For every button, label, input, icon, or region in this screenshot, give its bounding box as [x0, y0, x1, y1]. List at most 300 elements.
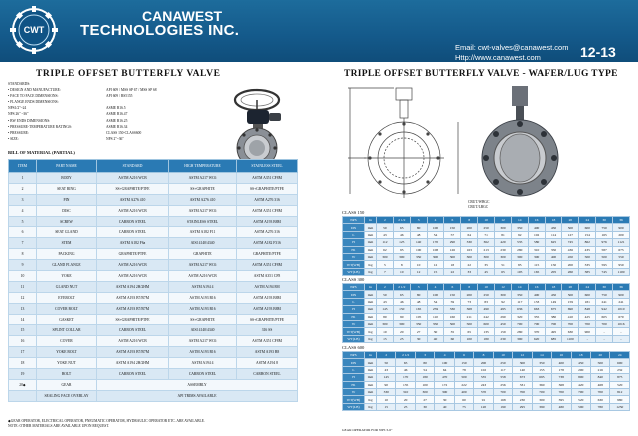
dimension-cell: 14: [511, 217, 528, 224]
dimension-cell: 46: [396, 366, 415, 373]
dimension-cell: 135: [478, 328, 495, 335]
dimension-cell: 65: [393, 291, 410, 298]
dimension-cell: 181: [579, 298, 596, 305]
dimension-row-label: DN: [343, 224, 365, 231]
dimension-cell: mm: [365, 298, 377, 305]
bom-cell: 316 SS: [237, 325, 298, 336]
dimension-cell: 4: [435, 352, 454, 359]
standard-label: NPS 26" ~36": [8, 112, 29, 117]
bom-cell: GEAR: [37, 379, 97, 390]
dimension-cell: 700: [596, 320, 613, 327]
dimension-cell: 848: [579, 306, 596, 313]
dimension-cell: 300: [427, 253, 444, 260]
dimension-row-label: L: [343, 298, 365, 305]
bom-cell: ASTM A194 8M: [237, 281, 298, 292]
dimension-cell: 114: [545, 231, 562, 238]
bom-notes: [8, 419, 308, 429]
dimension-cell: 91: [474, 396, 493, 403]
bom-cell: CARBON STEEL: [97, 227, 169, 238]
bom-cell: 15: [9, 325, 37, 336]
bom-cell: ASTM A193 B16: [169, 303, 237, 314]
page-number: 12-13: [580, 44, 616, 60]
dimension-cell: 700: [562, 320, 579, 327]
bom-header-cell: HIGH TEMPERATURE: [169, 160, 237, 173]
dimension-cell: 150: [545, 261, 562, 268]
dimension-cell: 24: [579, 217, 596, 224]
dimension-cell: 7: [377, 268, 394, 275]
dimension-row: [343, 224, 630, 231]
bom-cell: ASTM A216 WCB: [169, 271, 237, 282]
bom-header-cell: ITEM: [9, 160, 37, 173]
bom-cell: 10: [9, 271, 37, 282]
dimension-cell: 300: [513, 359, 532, 366]
standard-label: • SIZE:: [8, 136, 19, 141]
dimension-cell: 495: [495, 306, 512, 313]
dimension-cell: 80: [415, 359, 434, 366]
dimension-cell: 570: [474, 388, 493, 395]
dimension-cell: 18: [545, 284, 562, 291]
dimension-cell: 54: [427, 231, 444, 238]
dimension-cell: 745: [596, 268, 613, 275]
contact-email[interactable]: Email: cwt-valves@canawest.com: [455, 43, 569, 52]
bom-cell: ASTM A351 CF8M: [237, 260, 298, 271]
contact-website[interactable]: Http://www.canawest.com: [455, 53, 541, 62]
dimension-cell: 30: [596, 217, 613, 224]
dimension-cell: 180: [478, 335, 495, 342]
dimension-cell: 154: [579, 231, 596, 238]
dimension-cell: 20: [393, 328, 410, 335]
dimension-cell: 500: [562, 224, 579, 231]
bom-cell: 13: [9, 303, 37, 314]
dimension-row: [343, 374, 630, 381]
dimension-cell: 150: [444, 224, 461, 231]
dimension-row-label: H1: [343, 381, 365, 388]
bom-cell: ASTM A216 WCB: [97, 336, 169, 347]
dimension-cell: in: [365, 352, 377, 359]
dimension-cell: 630: [590, 396, 609, 403]
dimension-cell: mm: [365, 246, 377, 253]
dimension-cell: 90: [377, 381, 396, 388]
dimension-cell: 900: [579, 328, 596, 335]
dimension-cell: 33: [461, 268, 478, 275]
dimension-cell: 5: [377, 261, 394, 268]
dimension-cell: 500: [562, 291, 579, 298]
dimension-cell: 20: [396, 396, 415, 403]
dimension-cell: 135: [396, 381, 415, 388]
dimension-cell: 242: [478, 313, 495, 320]
dimension-cell: 20: [562, 217, 579, 224]
dimension-cell: 400: [545, 253, 562, 260]
dimension-cell: 685: [545, 335, 562, 342]
dimension-cell: 83: [478, 298, 495, 305]
dimension-cell: 362: [478, 239, 495, 246]
dimension-cell: 690: [562, 306, 579, 313]
dimension-cell: 1121: [613, 239, 630, 246]
bom-cell: CARBON STEEL: [237, 369, 298, 380]
dimension-cell: 40: [435, 403, 454, 410]
dimension-cell: 840: [590, 374, 609, 381]
dimension-cell: 2 1/2: [393, 217, 410, 224]
bom-cell: ASTM A193 B8: [237, 347, 298, 358]
dimension-cell: 950: [613, 261, 630, 268]
dimension-cell: 420: [571, 381, 590, 388]
bom-cell: STEM: [37, 238, 97, 249]
dimension-cell: 300: [495, 253, 512, 260]
dimension-row-label: H1: [343, 313, 365, 320]
dimension-cell: 695: [532, 374, 551, 381]
standard-label: • PRESSURE-TEMPERATURE RATINGS:: [8, 124, 72, 129]
dimension-cell: 172: [435, 381, 454, 388]
dimension-cell: 27: [415, 396, 434, 403]
bom-cell: ASTM A217 WC6: [169, 205, 237, 216]
dimension-cell: 95: [393, 246, 410, 253]
dimension-cell: 92: [511, 231, 528, 238]
dimension-cell: 10: [377, 396, 396, 403]
dimension-cell: 200: [474, 359, 493, 366]
dimension-cell: 62: [377, 246, 394, 253]
bom-cell: YOKE BOLT: [37, 347, 97, 358]
dimension-cell: 590: [571, 403, 590, 410]
dimension-cell: 520: [571, 396, 590, 403]
dimension-cell: 495: [545, 328, 562, 335]
dimension-cell: 165: [410, 306, 427, 313]
standards-list: [8, 81, 198, 142]
bom-cell: COVER: [37, 336, 97, 347]
contact-info: [455, 43, 568, 63]
dimension-row: [343, 381, 630, 388]
dimension-row-label: W: [343, 253, 365, 260]
dimension-cell: 400: [528, 224, 545, 231]
dimension-cell: 3: [415, 352, 434, 359]
dimension-cell: 500: [454, 374, 473, 381]
dimension-cell: 250: [478, 291, 495, 298]
bom-row: [9, 183, 298, 194]
dimension-cell: 675: [613, 246, 630, 253]
standard-value: ASME B16.47: [106, 112, 128, 117]
dimension-row: [343, 253, 630, 260]
bom-cell: ASTM A351 CF8M: [237, 336, 298, 347]
bom-cell: 9: [9, 260, 37, 271]
dimension-cell: 360: [532, 381, 551, 388]
bom-cell: ASTM A216 WCB: [97, 271, 169, 282]
bom-header-cell: STAINLESS STEEL: [237, 160, 298, 173]
bom-note-materials: NOTE: OTHER MATERIALS ARE AVAILABLE UPON REQUEST.: [8, 424, 110, 429]
bom-cell: 18: [9, 358, 37, 369]
dimension-cell: 390: [511, 335, 528, 342]
dimension-row-label: WT(LB): [343, 403, 365, 410]
bom-cell: 4: [9, 205, 37, 216]
dimension-row: [343, 359, 630, 366]
dimension-cell: 211: [461, 313, 478, 320]
dimension-cell: 980: [610, 396, 630, 403]
bom-cell: 2: [9, 183, 37, 194]
dimension-cell: 43: [377, 298, 394, 305]
dimension-cell: mm: [365, 359, 377, 366]
dimension-cell: 670: [613, 313, 630, 320]
bom-cell: ASTM A193 B7/B7M: [97, 292, 169, 303]
dimension-cell: 20: [590, 352, 609, 359]
dimension-cell: 10: [393, 268, 410, 275]
bom-cell: ASTM A182 F6a: [97, 238, 169, 249]
dimension-cell: mm: [365, 366, 377, 373]
bom-cell: 5: [9, 216, 37, 227]
dimension-cell: 500: [596, 253, 613, 260]
dimension-cell: 18: [545, 217, 562, 224]
dimension-cell: 700: [528, 320, 545, 327]
model-labels: [468, 200, 489, 210]
dimension-row-label: WT(WB): [343, 261, 365, 268]
bom-cell: ASTM A193 B16: [169, 347, 237, 358]
dimension-cell: 92: [495, 298, 512, 305]
dimension-cell: 14: [511, 284, 528, 291]
dimension-cell: 15: [427, 268, 444, 275]
dimension-cell: 160: [444, 313, 461, 320]
bom-cell: SS+GRAPHITE: [169, 314, 237, 325]
dimension-cell: 243: [474, 381, 493, 388]
dimension-cell: 280: [511, 246, 528, 253]
dimension-cell: mm: [365, 291, 377, 298]
dimension-cell: 36: [613, 284, 630, 291]
dimension-row: [343, 396, 630, 403]
bom-cell: 12: [9, 292, 37, 303]
dimension-cell: 127: [562, 231, 579, 238]
dimension-cell: 30: [410, 335, 427, 342]
dimension-row: [343, 291, 630, 298]
bom-cell: ASTM A193 B8M: [237, 292, 298, 303]
dimension-cell: 550: [613, 253, 630, 260]
bom-cell: 17: [9, 347, 37, 358]
dimension-cell: 1100: [562, 335, 579, 342]
dimension-cell: mm: [365, 374, 377, 381]
dimension-cell: 149: [545, 298, 562, 305]
class-300-label: CLASS 300: [342, 277, 365, 282]
bom-cell: GLAND FLANGE: [37, 260, 97, 271]
dimension-cell: 595: [596, 261, 613, 268]
standard-value: NPS 2"~36": [106, 136, 124, 141]
dimension-cell: 16: [552, 352, 571, 359]
bom-cell: GRAPHITE: [169, 249, 237, 260]
dimension-cell: 25: [396, 403, 415, 410]
dimension-cell: 155: [532, 366, 551, 373]
dimension-cell: 10: [410, 261, 427, 268]
class-150-label: CLASS 150: [342, 210, 365, 215]
bom-cell: 19: [9, 369, 37, 380]
dimension-cell: 10: [478, 217, 495, 224]
dimension-cell: 200: [461, 224, 478, 231]
dimension-cell: 117: [511, 298, 528, 305]
dimension-cell: 100: [410, 246, 427, 253]
bom-cell: CARBON STEEL: [97, 369, 169, 380]
dimension-cell: mm: [365, 224, 377, 231]
standard-label: • FLANGE ENDS DIMENSIONS:: [8, 100, 59, 105]
dimension-cell: 700: [552, 388, 571, 395]
dimension-cell: 300: [435, 388, 454, 395]
dimension-cell: 102: [528, 231, 545, 238]
bom-row: [9, 205, 298, 216]
bom-cell: ASTM A194 2H/2HM: [97, 358, 169, 369]
dimension-row-label: WT(WB): [343, 396, 365, 403]
dimension-row-label: NPS: [343, 217, 365, 224]
bom-row: [9, 292, 298, 303]
dimension-cell: 780: [590, 403, 609, 410]
dimension-row: [343, 231, 630, 238]
dimension-cell: 8: [461, 217, 478, 224]
dimension-cell: 10: [478, 284, 495, 291]
dimension-cell: mm: [365, 381, 377, 388]
dimension-cell: 117: [493, 366, 512, 373]
header-banner: [0, 0, 638, 62]
dimension-cell: 260: [562, 268, 579, 275]
dimension-cell: 625: [545, 239, 562, 246]
dimension-cell: 600: [610, 359, 630, 366]
dimension-cell: 500: [579, 253, 596, 260]
dimension-cell: 85: [511, 261, 528, 268]
brand-line-1: CANAWEST: [142, 8, 223, 24]
bom-cell: EYEBOLT: [37, 292, 97, 303]
bom-cell: ASTM A193 B8M: [237, 303, 298, 314]
bom-cell: BODY: [37, 173, 97, 184]
dimension-cell: 800: [571, 374, 590, 381]
standard-value: CLASS 150-CLASS600: [106, 130, 142, 135]
dimension-cell: 100: [415, 381, 434, 388]
dimension-cell: 300: [532, 396, 551, 403]
dimension-cell: 222: [454, 381, 473, 388]
bom-row: [9, 379, 298, 390]
dimension-cell: 468: [590, 381, 609, 388]
dimension-row: [343, 298, 630, 305]
dimension-cell: 480: [552, 403, 571, 410]
dimension-cell: 230: [495, 335, 512, 342]
dimension-cell: 65: [495, 268, 512, 275]
dimension-row-label: NPS: [343, 352, 365, 359]
dimension-cell: 335: [579, 261, 596, 268]
bom-cell: ASTM A194 8: [237, 358, 298, 369]
dimension-cell: 535: [474, 374, 493, 381]
bom-cell: GLAND NUT: [37, 281, 97, 292]
dimension-cell: 812: [610, 388, 630, 395]
dimension-cell: 6: [454, 352, 473, 359]
dimension-cell: 450: [571, 359, 590, 366]
bom-cell: SS+GRAPHITE: [169, 183, 237, 194]
bom-header-cell: STANDARD: [97, 160, 169, 173]
bom-cell: SEAT GLAND: [37, 227, 97, 238]
dimension-cell: 605: [596, 313, 613, 320]
bom-cell: 11: [9, 281, 37, 292]
bom-cell: SEALING FACE OVERLAY: [37, 390, 97, 401]
dimension-cell: 300: [478, 253, 495, 260]
dimension-cell: 16: [528, 284, 545, 291]
dimension-cell: 241: [613, 298, 630, 305]
dimension-row: [343, 335, 630, 342]
standard-value: ASME B16.34: [106, 124, 128, 129]
bom-cell: SS+GRAPHITE/PTFE: [237, 314, 298, 325]
dimension-cell: 71: [478, 231, 495, 238]
bom-cell: STAINLESS STEEL: [169, 216, 237, 227]
dimension-cell: 200: [571, 366, 590, 373]
bom-cell: SEAT RING: [37, 183, 97, 194]
dimension-row-label: WT(WB): [343, 328, 365, 335]
bom-row: [9, 303, 298, 314]
dimension-cell: 48: [410, 231, 427, 238]
dimension-cell: 350: [511, 291, 528, 298]
dimension-cell: -: [596, 335, 613, 342]
dimension-cell: 200: [562, 261, 579, 268]
bom-cell: ASTM A194 2H/2HM: [97, 281, 169, 292]
bom-cell: DISC: [37, 205, 97, 216]
bom-row: [9, 358, 298, 369]
bom-cell: 7: [9, 238, 37, 249]
dimension-cell: 4: [427, 284, 444, 291]
dimension-cell: 200: [461, 291, 478, 298]
dimension-cell: 90: [393, 313, 410, 320]
bom-cell: ASTM A276 410: [169, 194, 237, 205]
bom-row: [9, 281, 298, 292]
bom-row: [9, 173, 298, 184]
bom-cell: ASTM A193 B7/B7M: [97, 303, 169, 314]
dimension-cell: 24: [610, 352, 630, 359]
dimension-cell: 250: [493, 359, 512, 366]
bom-cell: ASTM A194 4: [169, 358, 237, 369]
dimension-cell: 745: [562, 239, 579, 246]
dimension-cell: 630: [562, 328, 579, 335]
dimension-cell: Kg: [365, 396, 377, 403]
dimension-cell: 435: [579, 246, 596, 253]
dimension-cell: 100: [435, 359, 454, 366]
dimension-cell: 165: [528, 268, 545, 275]
dimension-cell: 60: [444, 335, 461, 342]
dimension-cell: 81: [495, 231, 512, 238]
dimension-cell: 331: [513, 381, 532, 388]
dimension-cell: 12: [495, 217, 512, 224]
dimension-cell: 2: [377, 217, 394, 224]
dimension-cell: -: [613, 335, 630, 342]
dimension-cell: 370: [528, 328, 545, 335]
dimension-cell: in: [365, 217, 377, 224]
dimension-cell: mm: [365, 231, 377, 238]
bom-row: [9, 325, 298, 336]
bom-row: [9, 390, 298, 401]
dimension-cell: 100: [427, 224, 444, 231]
dimension-cell: 3: [410, 217, 427, 224]
dimension-cell: mm: [365, 253, 377, 260]
dimension-cell: 400: [528, 291, 545, 298]
dimension-cell: Kg: [365, 403, 377, 410]
standard-label: • DESIGN AND MANUFACTURE:: [8, 88, 61, 93]
dimension-cell: 450: [562, 253, 579, 260]
dimension-cell: 170: [396, 374, 415, 381]
dimension-cell: 54: [415, 366, 434, 373]
dimension-cell: 700: [493, 388, 512, 395]
dimension-cell: 320: [511, 313, 528, 320]
bom-cell: SS+GRAPHITE/PTFE: [237, 183, 298, 194]
dimension-cell: 420: [495, 239, 512, 246]
dimension-cell: 385: [579, 268, 596, 275]
dimension-cell: 2: [377, 284, 394, 291]
dimension-cell: 600: [579, 291, 596, 298]
dimension-row: [343, 268, 630, 275]
dimension-cell: 300: [444, 253, 461, 260]
dimension-cell: 100: [427, 291, 444, 298]
dimension-cell: 20: [562, 284, 579, 291]
bom-cell: SPLINT COLLAR: [37, 325, 97, 336]
dimension-cell: 368: [461, 306, 478, 313]
dimension-cell: 425: [579, 313, 596, 320]
bom-cell: SS+GRAPHITE/PTFE: [97, 314, 169, 325]
bom-cell: 20◆: [9, 379, 37, 390]
dimension-cell: 1100: [613, 268, 630, 275]
dimension-row: [343, 403, 630, 410]
standard-value: API 609 / BS5155: [106, 94, 133, 99]
